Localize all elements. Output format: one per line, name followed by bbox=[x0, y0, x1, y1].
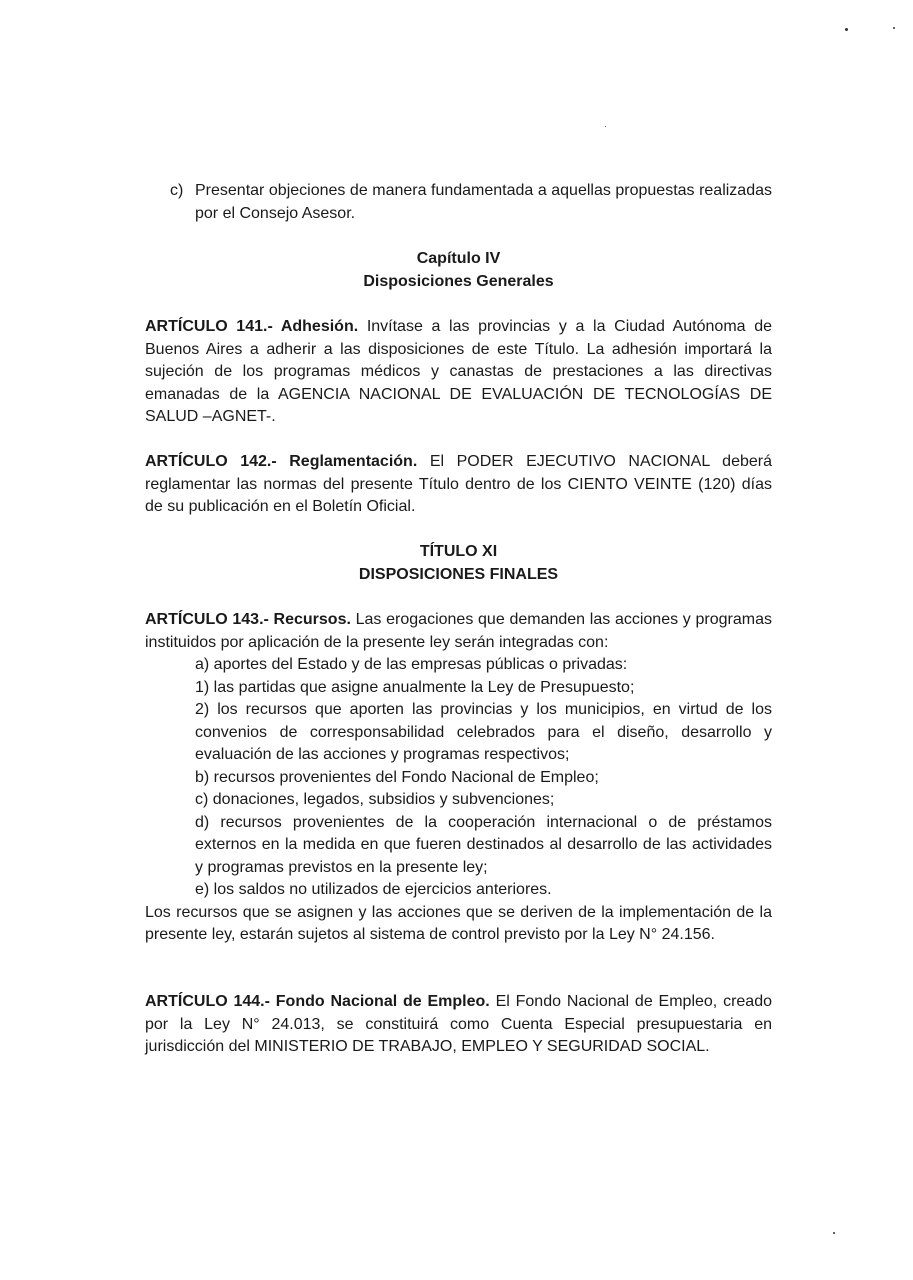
title-name: DISPOSICIONES FINALES bbox=[358, 565, 559, 583]
list-item: c) donaciones, legados, subsidios y subvenciones; bbox=[195, 791, 555, 808]
title-number: TÍTULO XI bbox=[419, 543, 498, 560]
title-heading bbox=[145, 541, 772, 586]
list-item: 2) los recursos que aporten las provincias y los municipios, en virtud de los convenios de corresponsabilidad celebrados para el diseño, desarrollo y evaluación de las acciones y programas respectivos; bbox=[195, 701, 772, 763]
article-144-text: El Fondo Nacional de Empleo, creado por la Ley N° 24.013, se constituirá como Cuenta Especial presupuestaria en jurisdicción del MINISTERIO DE TRABAJO, EMPLEO Y SEGURIDAD SOCIAL. bbox=[145, 993, 773, 1055]
list-item-text: Presentar objeciones de manera fundamentada a aquellas propuestas realizadas por el Consejo Asesor. bbox=[195, 182, 772, 222]
article-143-closing: Los recursos que se asignen y las acciones que se deriven de la implementación de la presente ley, estarán sujetos al sistema de control previsto por la Ley N° 24.156. bbox=[145, 903, 772, 943]
list-item: e) los saldos no utilizados de ejercicios anteriores. bbox=[195, 881, 552, 898]
scan-speck bbox=[845, 28, 848, 31]
scan-speck bbox=[605, 126, 606, 127]
list-item: d) recursos provenientes de la cooperación internacional o de préstamos externos en la medida en que fueren destinados al desarrollo de las actividades y programas previstos en la presente ley; bbox=[195, 813, 772, 876]
article-142-text: El PODER EJECUTIVO NACIONAL deberá reglamentar las normas del presente Título dentro de los CIENTO VEINTE (120) días de su publicación en el Boletín Oficial. bbox=[145, 453, 773, 515]
list-item: a) aportes del Estado y de las empresas públicas o privadas: bbox=[195, 656, 628, 673]
list-item: b) recursos provenientes del Fondo Nacional de Empleo; bbox=[195, 768, 599, 786]
article-144 bbox=[145, 991, 772, 1059]
chapter-heading bbox=[145, 248, 772, 293]
chapter-number: Capítulo IV bbox=[416, 250, 501, 267]
article-143-text: Las erogaciones que demanden las acciones y programas instituidos por aplicación de la presente ley serán integradas con: bbox=[145, 611, 772, 651]
article-141-text: Invítase a las provincias y a la Ciudad Autónoma de Buenos Aires a adherir a las disposiciones de este Título. La adhesión importará la sujeción de los programas médicos y canastas de prestaciones a las directivas emanadas de la AGENCIA NACIONAL DE EVALUACIÓN DE TECNOLOGÍAS DE SALUD –AGNET-. bbox=[145, 318, 772, 425]
chapter-title: Disposiciones Generales bbox=[363, 272, 554, 290]
list-item: 1) las partidas que asigne anualmente la Ley de Presupuesto; bbox=[195, 678, 635, 696]
scan-speck bbox=[893, 27, 895, 29]
article-141-label: ARTÍCULO 141.- Adhesión. bbox=[145, 318, 359, 335]
article-142 bbox=[145, 451, 772, 519]
list-item-c bbox=[170, 180, 772, 225]
article-144-label: ARTÍCULO 144.- Fondo Nacional de Empleo. bbox=[145, 993, 490, 1010]
scan-speck bbox=[833, 1232, 835, 1234]
article-143-label: ARTÍCULO 143.- Recursos. bbox=[145, 611, 351, 628]
article-143 bbox=[145, 609, 772, 947]
list-marker: c) bbox=[170, 182, 184, 199]
article-142-label: ARTÍCULO 142.- Reglamentación. bbox=[145, 453, 418, 470]
article-141 bbox=[145, 316, 772, 429]
